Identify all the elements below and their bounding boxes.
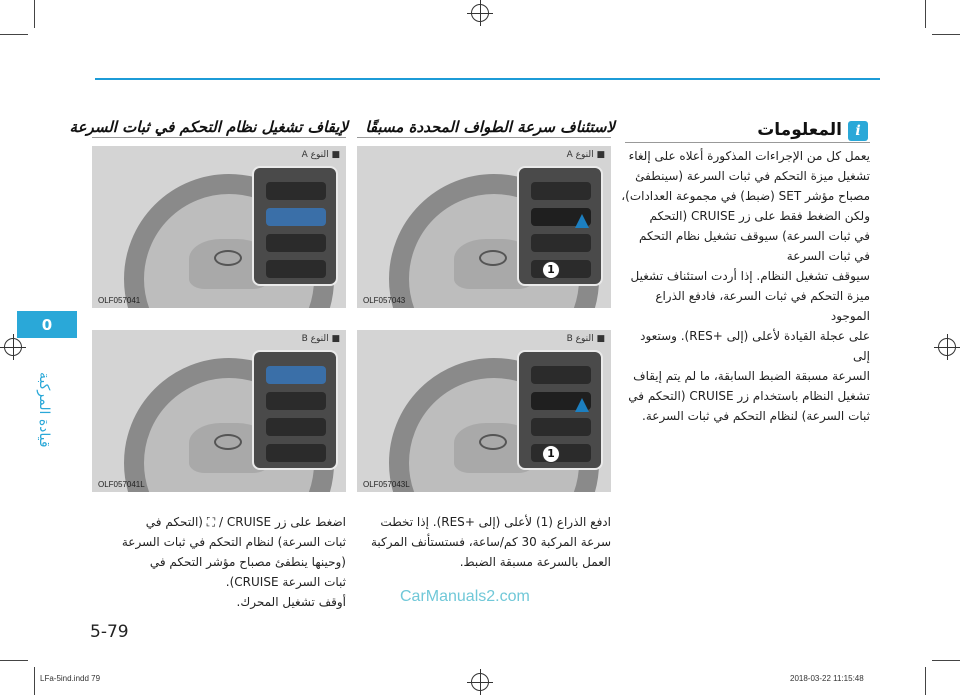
switch-button (531, 182, 591, 200)
brand-logo-icon (479, 250, 507, 266)
arrow-up-icon (575, 398, 589, 412)
brand-logo-icon (479, 434, 507, 450)
cancel-instructions (92, 512, 346, 612)
switch-button (266, 418, 326, 436)
info-line: يعمل كل من الإجراءات المذكورة أعلاه على إلغاء (628, 149, 870, 163)
crop-mark (925, 0, 926, 28)
info-title-rule (625, 142, 870, 143)
info-title: المعلومات (757, 120, 842, 140)
section-number-tab: 0 (17, 312, 77, 338)
registration-mark-icon (471, 673, 489, 691)
bullet-line: (وحينها ينطفئ مصباح مؤشر التحكم في (149, 555, 346, 569)
resume-figure-type-a (357, 146, 611, 308)
figure-type-label: ■ النوع A (566, 150, 605, 160)
figure-type-label: ■ النوع A (301, 150, 340, 160)
crop-mark (34, 667, 35, 695)
crop-mark (925, 667, 926, 695)
figure-code: OLF057043L (363, 480, 410, 489)
brand-logo-icon (214, 434, 242, 450)
resume-line: العمل بالسرعة مسبقة الضبط. (459, 555, 611, 569)
cancel-figure-type-a (92, 146, 346, 308)
switch-button (266, 392, 326, 410)
section-title-vertical: قيادة المركبة (36, 372, 52, 448)
cancel-cruise-heading: لإيقاف تشغيل نظام التحكم في ثبات السرعة (69, 118, 348, 136)
switch-closeup (252, 166, 338, 286)
header-rule (95, 78, 880, 80)
info-line: ثبات السرعة) لنظام التحكم في ثبات السرعة. (642, 409, 870, 423)
resume-line: سرعة المركبة 30 كم/ساعة، فستستأنف المركبة (371, 535, 611, 549)
footer-stamp: 2018-03-22 11:15:48 (790, 674, 864, 683)
resume-speed-heading: لاستئناف سرعة الطواف المحددة مسبقًا (365, 118, 615, 136)
bullet-line: اضغط على زر CRUISE / ⛶ (التحكم في (145, 515, 346, 529)
info-line: مصباح مؤشر SET (ضبط) في مجموعة العدادات)، (621, 189, 870, 203)
registration-mark-icon (471, 4, 489, 22)
switch-button (531, 418, 591, 436)
switch-closeup (517, 350, 603, 470)
info-icon: i (848, 121, 868, 141)
info-line: على عجلة القيادة لأعلى (إلى +RES). وستعود إلى (640, 329, 870, 363)
switch-button (531, 444, 591, 462)
resume-figure-type-b (357, 330, 611, 492)
info-line: سيوقف تشغيل النظام. إذا أردت استئناف تشغيل (630, 269, 870, 283)
switch-closeup (252, 350, 338, 470)
switch-button (266, 182, 326, 200)
resume-instructions (357, 512, 611, 572)
resume-heading-rule (357, 137, 611, 138)
figure-code: OLF057041 (98, 296, 141, 305)
figure-code: OLF057043 (363, 296, 406, 305)
bullet-line: ثبات السرعة CRUISE). (225, 575, 346, 589)
page-number: 5-79 (90, 622, 129, 642)
bullet-item (92, 512, 346, 592)
bullet-line: أوقف تشغيل المحرك. (236, 595, 346, 609)
crop-mark (932, 660, 960, 661)
figure-code: OLF057041L (98, 480, 145, 489)
figure-type-label: ■ النوع B (566, 334, 605, 344)
bullet-item (92, 592, 346, 612)
info-line: ميزة التحكم في ثبات السرعة، فادفع الذراع الموجود (655, 289, 870, 323)
switch-button (531, 366, 591, 384)
switch-button (266, 234, 326, 252)
resume-line: ادفع الذراع (1) لأعلى (إلى +RES). إذا تخطت (380, 515, 611, 529)
switch-button (266, 366, 326, 384)
callout-number: 1 (542, 261, 560, 279)
switch-button (266, 260, 326, 278)
switch-closeup (517, 166, 603, 286)
info-line: ولكن الضغط فقط على زر CRUISE (التحكم (649, 209, 870, 223)
crop-mark (0, 660, 28, 661)
crop-mark (932, 34, 960, 35)
info-line: تشغيل النظام باستخدام زر CRUISE (التحكم في (628, 389, 870, 403)
cancel-figure-type-b (92, 330, 346, 492)
crop-mark (34, 0, 35, 28)
footer-file: LFa-5ind.indd 79 (40, 674, 101, 683)
cancel-heading-rule (92, 137, 346, 138)
switch-button (266, 208, 326, 226)
switch-button (266, 444, 326, 462)
arrow-up-icon (575, 214, 589, 228)
watermark-text: CarManuals2.com (400, 588, 530, 605)
switch-button (531, 234, 591, 252)
callout-number: 1 (542, 445, 560, 463)
brand-logo-icon (214, 250, 242, 266)
figure-type-label: ■ النوع B (301, 334, 340, 344)
info-line: السرعة مسبقة الضبط السابقة، ما لم يتم إيقاف (633, 369, 870, 383)
switch-button (531, 260, 591, 278)
info-body (620, 146, 870, 426)
crop-mark (0, 34, 28, 35)
bullet-line: ثبات السرعة) لنظام التحكم في ثبات السرعة (121, 535, 346, 549)
registration-mark-icon (4, 338, 22, 356)
registration-mark-icon (938, 338, 956, 356)
info-line: تشغيل ميزة التحكم في ثبات السرعة (سينطفئ (635, 169, 870, 183)
info-line: في ثبات السرعة) سيوقف تشغيل نظام التحكم في ثبات السرعة (639, 229, 870, 263)
